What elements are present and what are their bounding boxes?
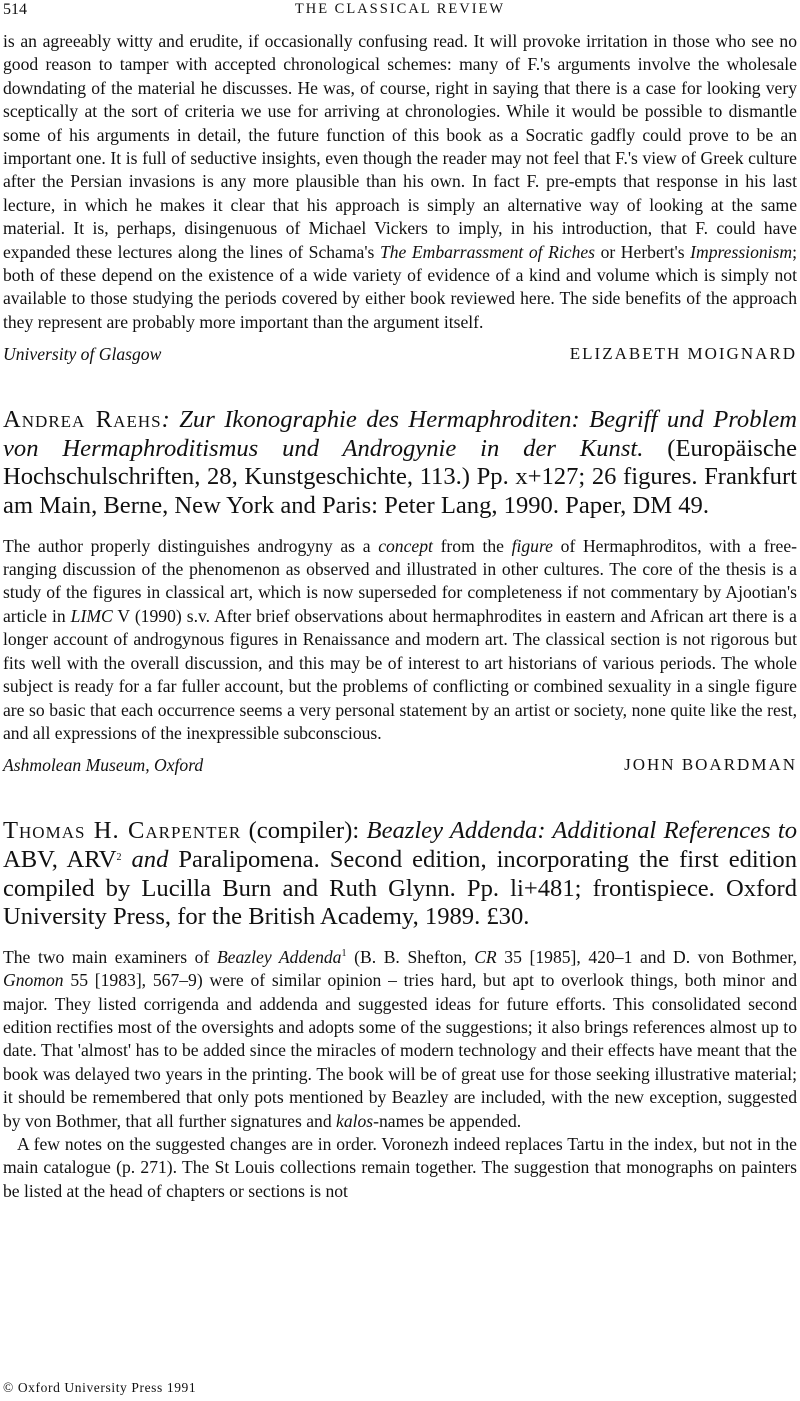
copyright-notice: © Oxford University Press 1991 bbox=[3, 1380, 197, 1395]
page-number: 514 bbox=[3, 1, 27, 18]
review-3-paragraph-2: A few notes on the suggested changes are in order. Voronezh indeed replaces Tartu in the index, but not in the main catalogue (p. 271). The St Louis collections remain together. The suggestion that monographs on painters be listed at the head of chapters or sections is not bbox=[3, 1133, 797, 1201]
reviewer-name: ELIZABETH MOIGNARD bbox=[569, 344, 797, 364]
review-3-title: Thomas H. Carpenter (compiler): Beazley Addenda: Additional References to ABV, ARV$^2$ and Paralipomena. Second edition, incorporating the first edition compiled by Lucilla Burn and Ruth Glynn. Pp. li+481; frontispiece. Oxford University Press, for the British Academy, 1989. £30. bbox=[3, 817, 798, 931]
review-2-title: Andrea Raehs: Zur Ikonographie des Hermaphroditen: Begriff und Problem von Hermaphroditismus und Androgynie in der Kunst. (Europäische Hochschulschriften, 28, Kunstgeschichte, 113.) Pp. x+127; 26 figures. Frankfurt am Main, Berne, New York and Paris: Peter Lang, 1990. Paper, DM 49. bbox=[3, 406, 797, 520]
page-header bbox=[3, 0, 797, 30]
reviewer-institution: University of Glasgow bbox=[3, 344, 162, 365]
running-title: THE CLASSICAL REVIEW bbox=[294, 1, 506, 17]
page bbox=[3, 0, 797, 1203]
review-1-signature bbox=[3, 344, 797, 370]
review-2-body: The author properly distinguishes androgyny as a concept from the figure of Hermaphroditos, with a free-ranging discussion of the phenomenon as observed and illustrated in other cultures. The core of the thesis is a study of the figures in classical art, which is now superseded for completeness if not commentary by Ajootian's article in LIMC V (1990) s.v. After brief observations about hermaphrodites in eastern and African art there is a longer account of androgynous figures in Renaissance and modern art. The classical section is not rigorous but fits well with the overall discussion, and this may be of interest to art historians of various periods. The whole subject is ready for a far fuller account, but the problems of conflicting or combined sexuality in a single figure are so basic that each occurrence seems a very personal statement by an artist or society, none quite like the rest, and all expressions of the inexpressible subconscious. bbox=[3, 535, 797, 743]
review-2-signature bbox=[3, 755, 797, 781]
review-1-conclusion: is an agreeably witty and erudite, if occasionally confusing read. It will provoke irritation in those who see no good reason to tamper with accepted chronological schemes: many of F.'s arguments involve the wholesale downdating of the material he discusses. He was, of course, right in saying that there is a case for looking very sceptically at the sort of criteria we use for arriving at chronologies. While it would be possible to dismantle some of his arguments in detail, the future function of this book as a Socratic gadfly could prove to be an important one. It is full of seductive insights, even though the reader may not feel that F.'s view of Greek culture after the Persian invasions is any more plausible than his own. In fact F. pre-empts that response in his last lecture, in which he makes it clear that his approach is simply an alternative way of looking at the same material. It is, perhaps, disingenuous of Michael Vickers to imply, in his introduction, that F. could have expanded these lectures along the lines of Schama's The Embarrassment of Riches or Herbert's Impressionism; both of these depend on the existence of a wide variety of evidence of a kind and volume which is simply not available to those studying the periods covered by either book reviewed here. The side benefits of the approach they represent are probably more important than the argument itself. bbox=[3, 31, 797, 332]
reviewer-name: JOHN BOARDMAN bbox=[624, 755, 797, 775]
review-3-paragraph-1: The two main examiners of Beazley Addenda$^1$ (B. B. Shefton, CR 35 [1985], 420–1 and D. von Bothmer, Gnomon 55 [1983], 567–9) were of similar opinion – tries hard, but apt to overlook things, both minor and major. They listed corrigenda and addenda and suggested ideas for future efforts. This consolidated second edition rectifies most of the oversights and adopts some of the suggestions; it also brings references almost up to date. That 'almost' has to be added since the miracles of modern technology and their effects have meant that the book was delayed two years in the printing. The book will be of great use for those seeking illustrative material; it should be remembered that only pots mentioned by Beazley are included, with the new exception, suggested by von Bothmer, that all further signatures and kalos-names be appended. bbox=[3, 946, 797, 1131]
reviewer-institution: Ashmolean Museum, Oxford bbox=[3, 755, 204, 776]
